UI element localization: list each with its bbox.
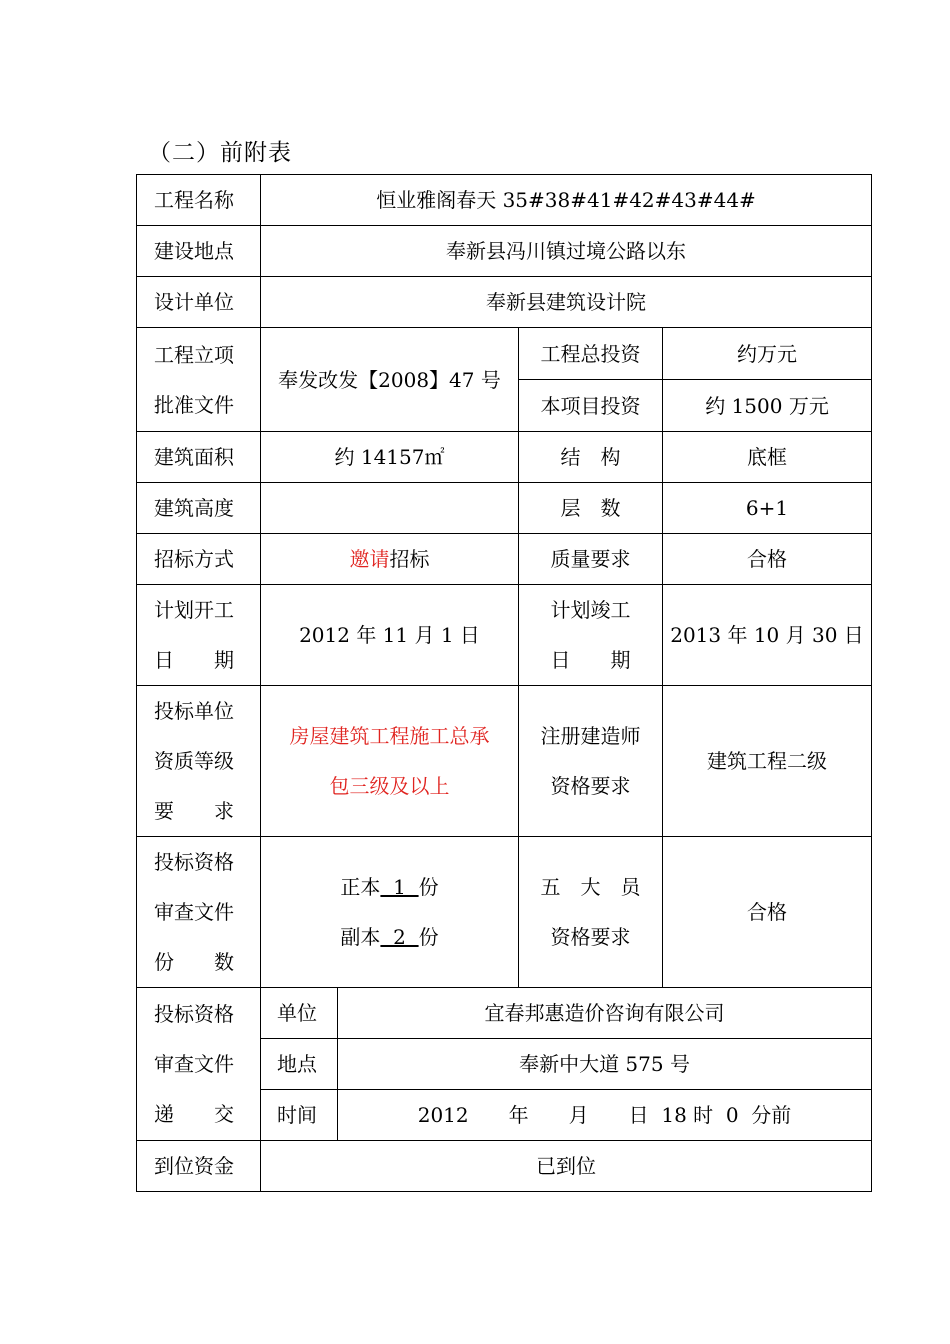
row-height: [137, 483, 872, 534]
end-date-value: 2013 年 10 月 30 日: [663, 585, 872, 686]
builder-requirement-label-line2: 资格要求: [550, 774, 631, 798]
row-tender-method: [137, 534, 872, 585]
copy-count: 2: [380, 925, 419, 949]
builder-requirement-label: [519, 686, 663, 837]
funds-value: 已到位: [261, 1141, 872, 1192]
area-label: 建筑面积: [137, 432, 261, 483]
builder-requirement-value: 建筑工程二级: [663, 686, 872, 837]
submission-time-value: 2012 年 月 日 18 时 0 分前: [338, 1090, 872, 1141]
row-project-name: [137, 175, 872, 226]
five-staff-label-line1: 五 大 员: [540, 875, 641, 899]
five-staff-label: [519, 837, 663, 988]
qualification-label: [137, 686, 261, 837]
original-suffix: 份: [418, 875, 439, 899]
project-invest-value: 约 1500 万元: [663, 380, 872, 432]
review-docs-label: [137, 837, 261, 988]
bid-appendix-table: [136, 174, 872, 1192]
row-funds: [137, 1141, 872, 1192]
quality-value: 合格: [663, 534, 872, 585]
original-count-line: [261, 862, 518, 912]
tender-method-red-text: 邀请: [349, 547, 390, 571]
submission-unit-value: 宜春邦惠造价咨询有限公司: [338, 988, 872, 1039]
copy-prefix: 副本: [340, 925, 381, 949]
qualification-label-line3: 要 求: [154, 799, 234, 823]
area-value: 约 14157㎡: [261, 432, 519, 483]
review-docs-label-line3: 份 数: [154, 950, 234, 974]
qualification-value-line2: 包三级及以上: [329, 774, 450, 798]
original-prefix: 正本: [340, 875, 381, 899]
copy-suffix: 份: [418, 925, 439, 949]
row-review-docs: [137, 837, 872, 988]
start-date-value: 2012 年 11 月 1 日: [261, 585, 519, 686]
start-date-label-line2: 日 期: [154, 648, 234, 672]
submission-label-line3: 递 交: [154, 1102, 234, 1126]
approval-doc-value: 奉发改发【2008】47 号: [261, 328, 519, 432]
row-approval-1: [137, 328, 872, 380]
row-area: [137, 432, 872, 483]
quality-label: 质量要求: [519, 534, 663, 585]
height-value: [261, 483, 519, 534]
submission-label-line2: 审查文件: [154, 1052, 234, 1076]
review-docs-label-line1: 投标资格: [154, 850, 234, 874]
qualification-label-line2: 资质等级: [154, 749, 234, 773]
tender-method-value: [261, 534, 519, 585]
submission-label-line1: 投标资格: [154, 1002, 234, 1026]
approval-label: [137, 328, 261, 432]
submission-label: [137, 988, 261, 1141]
end-date-label: [519, 585, 663, 686]
review-docs-value: [261, 837, 519, 988]
design-unit-label: 设计单位: [137, 277, 261, 328]
review-docs-label-line2: 审查文件: [154, 900, 234, 924]
start-date-label-line1: 计划开工: [154, 598, 234, 622]
five-staff-value: 合格: [663, 837, 872, 988]
page-heading: （二）前附表: [148, 140, 292, 166]
submission-time-label: 时间: [261, 1090, 338, 1141]
qualification-label-line1: 投标单位: [154, 699, 234, 723]
original-count: 1: [380, 875, 419, 899]
row-design-unit: [137, 277, 872, 328]
project-name-label: 工程名称: [137, 175, 261, 226]
funds-label: 到位资金: [137, 1141, 261, 1192]
location-value: 奉新县冯川镇过境公路以东: [261, 226, 872, 277]
structure-label: 结 构: [519, 432, 663, 483]
start-date-label: [137, 585, 261, 686]
tender-method-label: 招标方式: [137, 534, 261, 585]
approval-label-line2: 批准文件: [154, 392, 234, 417]
submission-place-value: 奉新中大道 575 号: [338, 1039, 872, 1090]
qualification-value-line1: 房屋建筑工程施工总承: [289, 724, 490, 748]
total-invest-value: 约万元: [663, 328, 872, 380]
end-date-label-line2: 日 期: [550, 648, 631, 672]
end-date-label-line1: 计划竣工: [550, 598, 631, 622]
height-label: 建筑高度: [137, 483, 261, 534]
copy-count-line: [261, 912, 518, 962]
builder-requirement-label-line1: 注册建造师: [540, 724, 641, 748]
five-staff-label-line2: 资格要求: [550, 925, 631, 949]
row-schedule: [137, 585, 872, 686]
row-qualification: [137, 686, 872, 837]
tender-method-black-text: 招标: [389, 547, 430, 571]
project-name-value: 恒业雅阁春天 35#38#41#42#43#44#: [261, 175, 872, 226]
row-location: [137, 226, 872, 277]
submission-unit-label: 单位: [261, 988, 338, 1039]
approval-label-line1: 工程立项: [154, 342, 234, 367]
submission-place-label: 地点: [261, 1039, 338, 1090]
floors-value: 6+1: [663, 483, 872, 534]
row-submission-unit: [137, 988, 872, 1039]
structure-value: 底框: [663, 432, 872, 483]
total-invest-label: 工程总投资: [519, 328, 663, 380]
floors-label: 层 数: [519, 483, 663, 534]
project-invest-label: 本项目投资: [519, 380, 663, 432]
design-unit-value: 奉新县建筑设计院: [261, 277, 872, 328]
location-label: 建设地点: [137, 226, 261, 277]
qualification-value: [261, 686, 519, 837]
